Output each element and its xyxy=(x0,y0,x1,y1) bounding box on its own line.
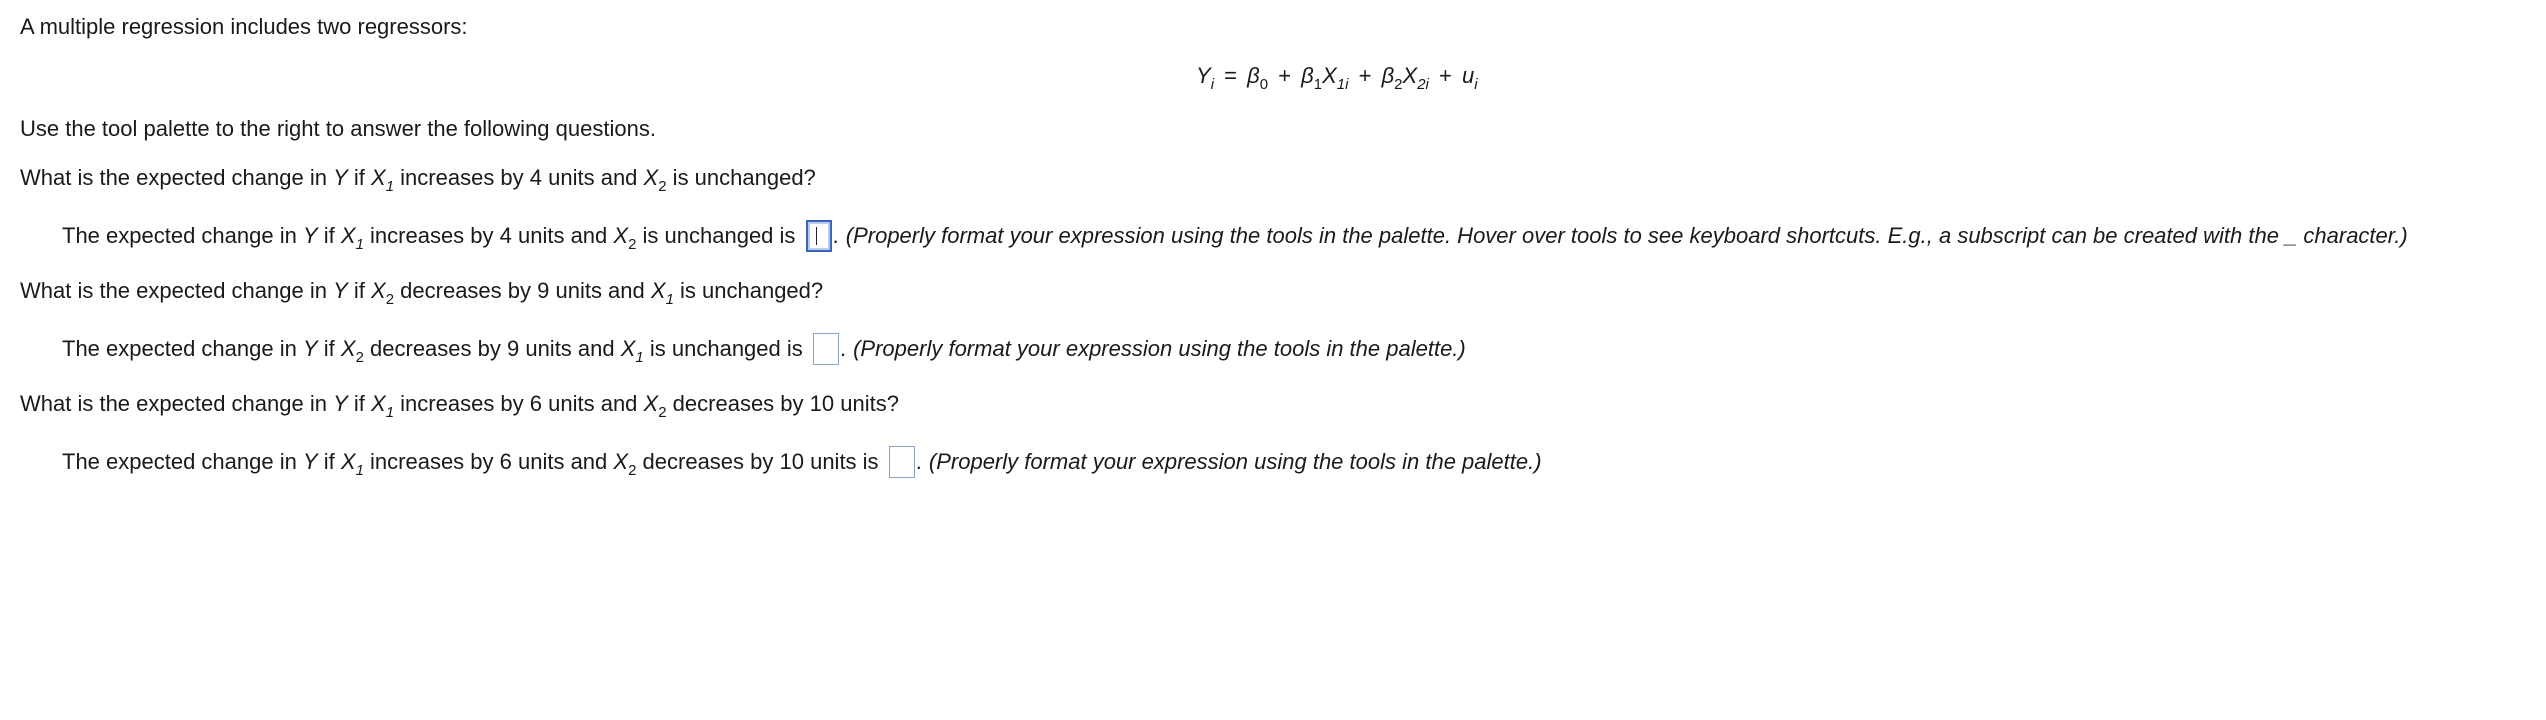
q1-xa: X xyxy=(371,165,386,190)
eq-plus-3: + xyxy=(1439,63,1452,88)
eq-beta0-sub: 0 xyxy=(1259,76,1269,93)
answer-line-3 xyxy=(62,446,1542,478)
a1-xb: X xyxy=(613,223,629,248)
q1-prefix: What is the expected change in xyxy=(20,165,334,190)
q1-xb: X xyxy=(643,165,659,190)
q3-mid: increases by 6 units and xyxy=(394,391,644,416)
eq-beta1: β xyxy=(1301,63,1314,88)
q2-xa: X xyxy=(371,278,386,303)
a3-if: if xyxy=(317,449,341,474)
a1-xa-sub: 1 xyxy=(355,236,364,253)
q2-xb: X xyxy=(650,278,666,303)
a2-xb-sub: 1 xyxy=(635,349,644,366)
q3-prefix: What is the expected change in xyxy=(20,391,334,416)
question-3 xyxy=(20,389,899,419)
eq-u-sub: i xyxy=(1474,76,1478,93)
eq-equals: = xyxy=(1224,63,1238,88)
a1-if: if xyxy=(317,223,341,248)
eq-beta2-sub: 2 xyxy=(1394,76,1403,93)
q3-xa-sub: 1 xyxy=(385,404,395,421)
a2-prefix: The expected change in xyxy=(62,336,303,361)
a1-suffix: is unchanged is xyxy=(636,223,802,248)
regression-equation xyxy=(1196,61,1478,91)
a1-hint: . (Properly format your expression using the tools in the palette. Hover over tools to see keyboard shortcuts. E.g., a subscript can be created with the _ character.) xyxy=(833,223,2408,248)
q3-y: Y xyxy=(333,391,348,416)
q2-if: if xyxy=(347,278,372,303)
q2-xa-sub: 2 xyxy=(385,291,395,308)
a2-xa-sub: 2 xyxy=(355,349,364,366)
a2-hint: . (Properly format your expression using the tools in the palette.) xyxy=(840,336,1466,361)
a3-xa: X xyxy=(340,449,356,474)
eq-u: u xyxy=(1461,63,1475,88)
a1-mid: increases by 4 units and xyxy=(363,223,614,248)
q2-y: Y xyxy=(333,278,348,303)
answer-input-1[interactable] xyxy=(806,220,832,252)
instruction-text: Use the tool palette to the right to answer the following questions. xyxy=(20,116,656,141)
q1-xa-sub: 1 xyxy=(385,178,395,195)
a3-prefix: The expected change in xyxy=(62,449,303,474)
answer-input-3[interactable] xyxy=(889,446,915,478)
q2-mid: decreases by 9 units and xyxy=(394,278,651,303)
a3-xa-sub: 1 xyxy=(355,462,364,479)
eq-beta1-sub: 1 xyxy=(1313,76,1323,93)
q1-suffix: is unchanged? xyxy=(666,165,816,190)
q1-if: if xyxy=(347,165,372,190)
eq-beta0: β xyxy=(1247,63,1260,88)
q1-y: Y xyxy=(333,165,348,190)
a2-y: Y xyxy=(302,336,318,361)
eq-y-sub: i xyxy=(1210,76,1215,93)
answer-input-2[interactable] xyxy=(813,333,839,365)
question-1 xyxy=(20,163,816,193)
a1-xa: X xyxy=(340,223,356,248)
a3-y: Y xyxy=(302,449,318,474)
q1-mid: increases by 4 units and xyxy=(394,165,644,190)
a1-prefix: The expected change in xyxy=(62,223,303,248)
answer-line-1 xyxy=(62,220,2408,252)
eq-x2-sub: 2i xyxy=(1417,76,1429,93)
a3-mid: increases by 6 units and xyxy=(363,449,614,474)
q1-xb-sub: 2 xyxy=(658,178,667,195)
eq-beta2: β xyxy=(1381,63,1395,88)
answer-line-2 xyxy=(62,333,1466,365)
a2-suffix: is unchanged is xyxy=(643,336,809,361)
eq-x1: X xyxy=(1322,63,1337,88)
eq-x2: X xyxy=(1402,63,1418,88)
eq-y: Y xyxy=(1196,63,1211,88)
q3-if: if xyxy=(347,391,372,416)
q3-xb-sub: 2 xyxy=(658,404,667,421)
a2-mid: decreases by 9 units and xyxy=(363,336,621,361)
a1-y: Y xyxy=(302,223,318,248)
intro-text: A multiple regression includes two regressors: xyxy=(20,14,468,39)
a3-suffix: decreases by 10 units is xyxy=(636,449,885,474)
q3-xb: X xyxy=(643,391,659,416)
a2-xb: X xyxy=(620,336,636,361)
a2-xa: X xyxy=(340,336,356,361)
text-caret xyxy=(816,227,817,245)
a3-xb: X xyxy=(613,449,629,474)
a1-xb-sub: 2 xyxy=(628,236,637,253)
a3-hint: . (Properly format your expression using the tools in the palette.) xyxy=(916,449,1542,474)
a2-if: if xyxy=(317,336,341,361)
question-2 xyxy=(20,276,823,306)
q2-prefix: What is the expected change in xyxy=(20,278,334,303)
q3-suffix: decreases by 10 units? xyxy=(666,391,899,416)
eq-plus-2: + xyxy=(1358,63,1372,88)
eq-plus-1: + xyxy=(1278,63,1292,88)
a3-xb-sub: 2 xyxy=(628,462,637,479)
q2-xb-sub: 1 xyxy=(665,291,674,308)
q3-xa: X xyxy=(371,391,386,416)
eq-x1-sub: 1i xyxy=(1336,76,1349,93)
q2-suffix: is unchanged? xyxy=(673,278,824,303)
